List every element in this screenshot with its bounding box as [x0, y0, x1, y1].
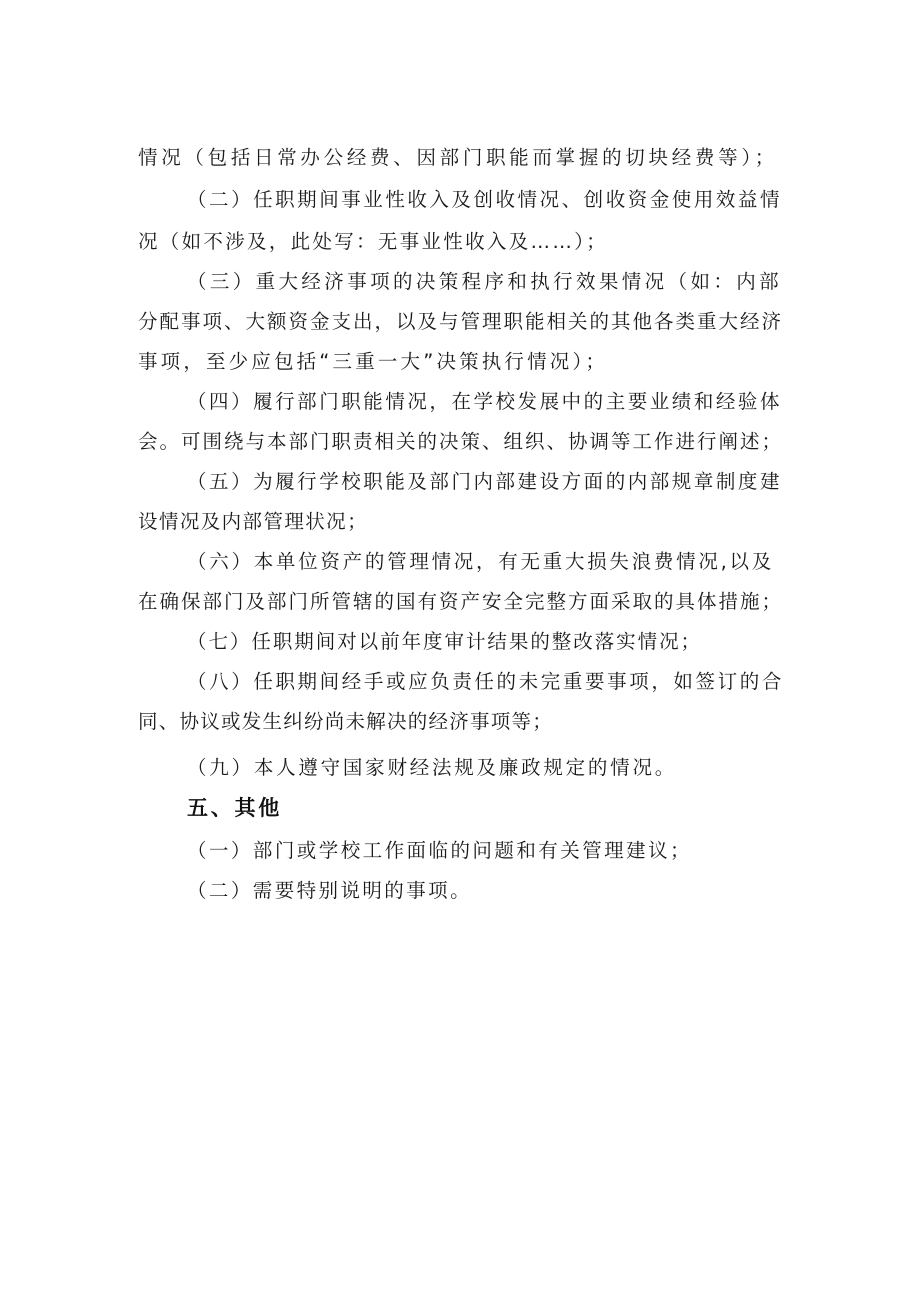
paragraph-line: （四）履行部门职能情况，在学校发展中的主要业绩和经验体 — [187, 390, 782, 413]
paragraph-line: （三）重大经济事项的决策程序和执行效果情况（如：内部 — [187, 270, 782, 293]
paragraph-line: （一）部门或学校工作面临的问题和有关管理建议； — [187, 839, 692, 862]
paragraph-line: （二）任职期间事业性收入及创收情况、创收资金使用效益情 — [187, 188, 782, 211]
paragraph-line: （九）本人遵守国家财经法规及廉政规定的情况。 — [187, 756, 677, 779]
paragraph-line: （六）本单位资产的管理情况，有无重大损失浪费情况,以及 — [187, 550, 774, 573]
paragraph-line: 事项，至少应包括“三重一大”决策执行情况）； — [138, 350, 608, 373]
paragraph-line: 分配事项、大额资金支出，以及与管理职能相关的其他各类重大经济 — [138, 310, 783, 333]
paragraph-line: 情况（包括日常办公经费、因部门职能而掌握的切块经费等）； — [138, 146, 778, 169]
paragraph-line: 在确保部门及部门所管辖的国有资产安全完整方面采取的具体措施； — [138, 590, 783, 613]
paragraph-line: 况（如不涉及，此处写：无事业性收入及……）； — [138, 230, 608, 253]
paragraph-line: 设情况及内部管理状况； — [138, 510, 368, 533]
paragraph-line: 会。可围绕与本部门职责相关的决策、组织、协调等工作进行阐述； — [138, 430, 783, 453]
section-heading: 五、其他 — [187, 796, 282, 820]
paragraph-line: （八）任职期间经手或应负责任的未完重要事项，如签订的合 — [187, 670, 784, 693]
paragraph-line: （五）为履行学校职能及部门内部建设方面的内部规章制度建 — [187, 470, 782, 493]
paragraph-line: （二）需要特别说明的事项。 — [187, 879, 472, 902]
paragraph-line: （七）任职期间对以前年度审计结果的整改落实情况； — [187, 630, 702, 653]
paragraph-line: 同、协议或发生纠纷尚未解决的经济事项等； — [138, 710, 553, 733]
